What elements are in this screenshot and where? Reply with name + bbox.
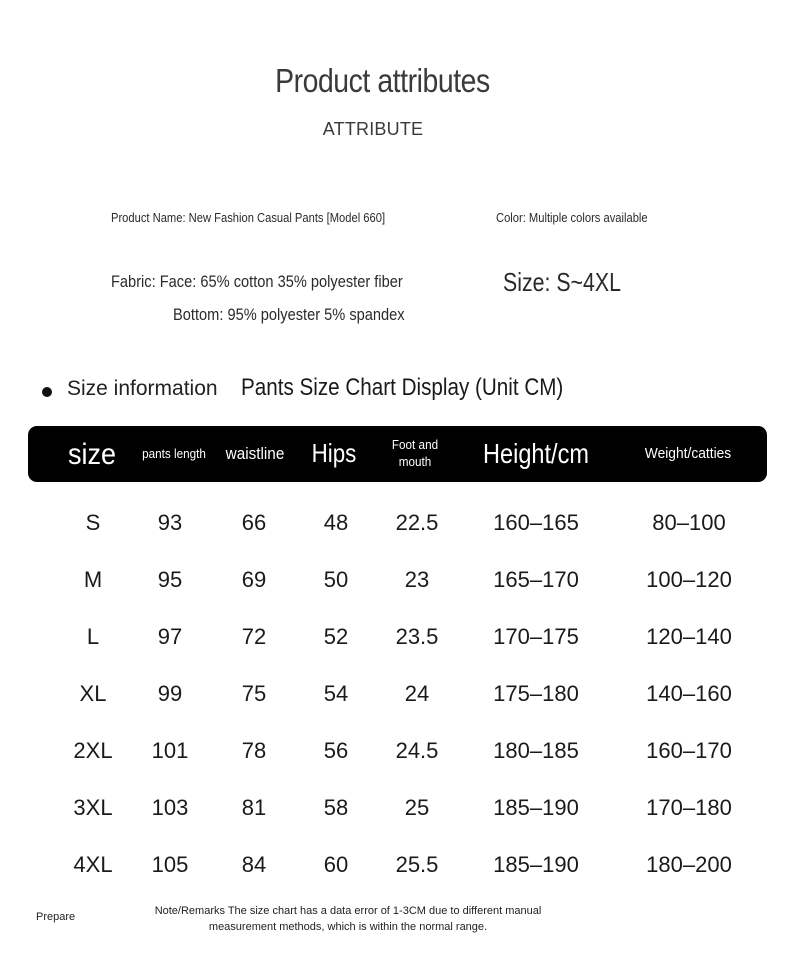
chart-heading: Pants Size Chart Display (Unit CM) (241, 374, 564, 401)
waistline-cell: 69 (241, 566, 267, 592)
table-row (28, 608, 767, 665)
table-row (28, 551, 767, 608)
remarks-note: Note/Remarks The size chart has a data error of 1-3CM due to different manual measurement methods, which is within the normal range. (154, 905, 542, 933)
size-range-text: Size: S~4XL (503, 267, 621, 297)
page-subtitle: ATTRIBUTE (322, 119, 424, 139)
size-cell: 4XL (73, 851, 113, 877)
pants-length-cell: 93 (157, 509, 183, 535)
waistline-cell: 72 (241, 623, 267, 649)
weight-cell: 100–120 (646, 566, 732, 592)
hips-cell: 48 (323, 509, 349, 535)
waistline-cell: 66 (241, 509, 267, 535)
header-waistline: waistline (225, 443, 285, 463)
size-cell: S (85, 509, 101, 535)
waistline-cell: 81 (241, 794, 267, 820)
header-pants-length: pants length (142, 445, 206, 461)
table-row (28, 494, 767, 551)
pants-length-cell: 99 (157, 680, 183, 706)
foot-mouth-cell: 24.5 (395, 737, 439, 763)
prepare-label: Prepare (36, 911, 76, 923)
foot-mouth-cell: 22.5 (395, 509, 439, 535)
height-cell: 165–170 (493, 566, 579, 592)
height-cell: 160–165 (493, 509, 579, 535)
height-cell: 175–180 (493, 680, 579, 706)
pants-length-cell: 105 (151, 851, 189, 877)
weight-cell: 80–100 (652, 509, 726, 535)
table-row (28, 779, 767, 836)
size-cell: XL (79, 680, 107, 706)
header-size: size (67, 437, 117, 471)
waistline-cell: 75 (241, 680, 267, 706)
size-cell: L (86, 623, 100, 649)
hips-cell: 58 (323, 794, 349, 820)
table-row (28, 722, 767, 779)
hips-cell: 56 (323, 737, 349, 763)
header-height: Height/cm (483, 437, 589, 469)
pants-length-cell: 101 (151, 737, 189, 763)
pants-length-cell: 95 (157, 566, 183, 592)
hips-cell: 52 (323, 623, 349, 649)
foot-mouth-cell: 24 (404, 680, 430, 706)
fabric-bottom-text: Bottom: 95% polyester 5% spandex (173, 305, 405, 324)
hips-cell: 60 (323, 851, 349, 877)
pants-length-cell: 97 (157, 623, 183, 649)
header-weight: Weight/catties (644, 445, 732, 463)
weight-cell: 180–200 (646, 851, 732, 877)
height-cell: 185–190 (493, 851, 579, 877)
size-table (28, 494, 767, 893)
hips-cell: 50 (323, 566, 349, 592)
header-hips: Hips (311, 438, 357, 469)
fabric-face-text: Fabric: Face: 65% cotton 35% polyester fiber (111, 272, 403, 291)
page-title: Product attributes (275, 62, 490, 99)
foot-mouth-cell: 23.5 (395, 623, 439, 649)
height-cell: 180–185 (493, 737, 579, 763)
weight-cell: 170–180 (646, 794, 732, 820)
height-cell: 185–190 (493, 794, 579, 820)
weight-cell: 120–140 (646, 623, 732, 649)
waistline-cell: 84 (241, 851, 267, 877)
foot-mouth-cell: 25 (404, 794, 430, 820)
size-cell: M (83, 566, 103, 592)
table-row (28, 836, 767, 893)
product-name-text: Product Name: New Fashion Casual Pants [Model 660] (111, 210, 386, 225)
header-foot-and-mouth: Foot and mouth (391, 437, 439, 469)
weight-cell: 140–160 (646, 680, 732, 706)
color-text: Color: Multiple colors available (496, 210, 648, 225)
pants-length-cell: 103 (151, 794, 189, 820)
size-cell: 2XL (73, 737, 113, 763)
bullet-icon (42, 387, 52, 397)
size-information-label: Size information (67, 377, 218, 400)
foot-mouth-cell: 25.5 (395, 851, 439, 877)
table-row (28, 665, 767, 722)
size-cell: 3XL (73, 794, 113, 820)
foot-mouth-cell: 23 (404, 566, 430, 592)
table-header (28, 426, 767, 482)
height-cell: 170–175 (493, 623, 579, 649)
weight-cell: 160–170 (646, 737, 732, 763)
hips-cell: 54 (323, 680, 349, 706)
waistline-cell: 78 (241, 737, 267, 763)
